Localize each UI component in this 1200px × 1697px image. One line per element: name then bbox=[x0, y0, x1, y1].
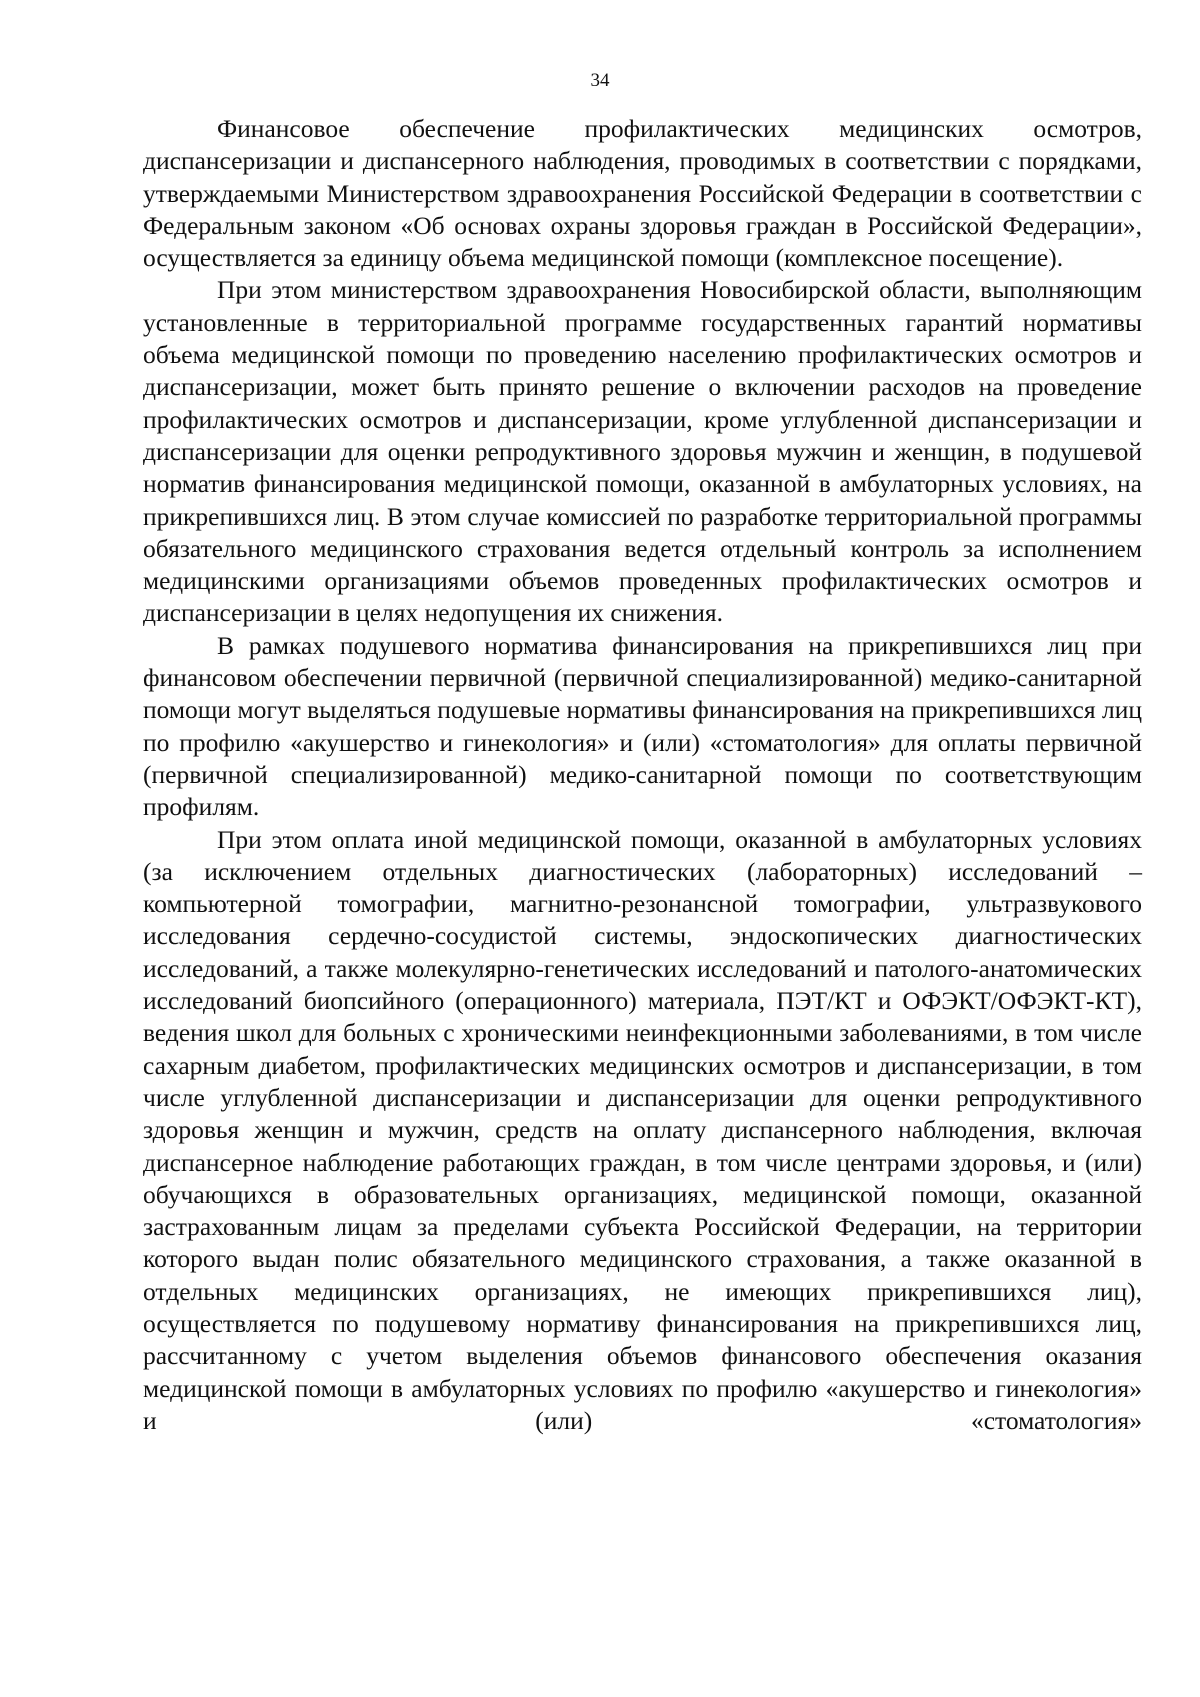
body-text bbox=[143, 113, 1142, 1437]
paragraph-per-capita-standards: В рамках подушевого норматива финансирования на прикрепившихся лиц при финансовом обеспечении первичной (первичной специализированной) медико-санитарной помощи могут выделяться подушевые нормативы финансирования на прикрепившихся лиц по профилю «акушерство и гинекология» и (или) «стоматология» для оплаты первичной (первичной специализированной) медико-санитарной помощи по соответствующим профилям. bbox=[143, 630, 1142, 822]
page-number: 34 bbox=[590, 70, 610, 91]
paragraph-financing-preventive-exams: Финансовое обеспечение профилактических медицинских осмотров, диспансеризации и диспансерного наблюдения, проводимых в соответствии с порядками, утверждаемыми Министерством здравоохранения Российской Федерации в соответствии с Федеральным законом «Об основах охраны здоровья граждан в Российской Федерации», осуществляется за единицу объема медицинской помощи (комплексное посещение). bbox=[143, 114, 1142, 273]
paragraph-other-ambulatory-care: При этом оплата иной медицинской помощи, оказанной в амбулаторных условиях (за исключением отдельных диагностических (лабораторных) исследований – компьютерной томографии, магнитно-резонансной томографии, ультразвукового исследования сердечно-сосудистой системы, эндоскопических диагностических исследований, а также молекулярно-генетических исследований и патолого-анатомических исследований биопсийного (операционного) материала, ПЭТ/КТ и ОФЭКТ/ОФЭКТ-КТ), ведения школ для больных с хроническими неинфекционными заболеваниями, в том числе сахарным диабетом, профилактических медицинских осмотров и диспансеризации, в том числе углубленной диспансеризации и диспансеризации для оценки репродуктивного здоровья женщин и мужчин, средств на оплату диспансерного наблюдения, включая диспансерное наблюдение работающих граждан, в том числе центрами здоровья, и (или) обучающихся в образовательных организациях, медицинской помощи, оказанной застрахованным лицам за пределами субъекта Российской Федерации, на территории которого выдан полис обязательного медицинского страхования, а также оказанной в отдельных медицинских организациях, не имеющих прикрепившихся лиц), осуществляется по подушевому нормативу финансирования на прикрепившихся лиц, рассчитанному с учетом выделения объемов финансового обеспечения оказания медицинской помощи в амбулаторных условиях по профилю «акушерство и гинекология» и (или) «стоматология» bbox=[143, 824, 1142, 1435]
paragraph-ministry-decision: При этом министерством здравоохранения Новосибирской области, выполняющим установленные в территориальной программе государственных гарантий нормативы объема медицинской помощи по проведению населению профилактических осмотров и диспансеризации, может быть принято решение о включении расходов на проведение профилактических осмотров и диспансеризации, кроме углубленной диспансеризации и диспансеризации для оценки репродуктивного здоровья мужчин и женщин, в подушевой норматив финансирования медицинской помощи, оказанной в амбулаторных условиях, на прикрепившихся лиц. В этом случае комиссией по разработке территориальной программы обязательного медицинского страхования ведется отдельный контроль за исполнением медицинскими организациями объемов проведенных профилактических осмотров и диспансеризации в целях недопущения их снижения. bbox=[143, 275, 1142, 628]
